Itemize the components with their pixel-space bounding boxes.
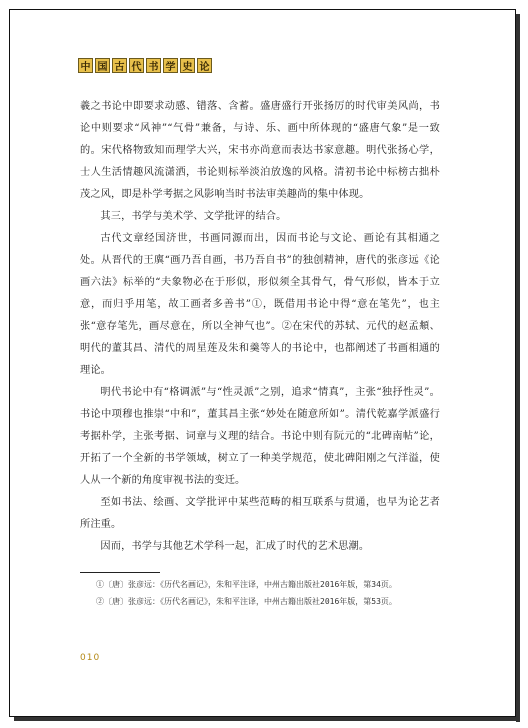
paragraph: 古代文章经国济世，书画同源而出，因而书论与文论、画论有其相通之处。从晋代的王廙“画乃吾自画，书乃吾自书”的独创精神，唐代的张彦远《论画六法》标举的“夫象物必在于形似，形似须全其骨气，骨气形似，皆本于立意，而归乎用笔，故工画者多善书”①，既借用书论中得“意在笔先”，也主张“意存笔先，画尽意在，所以全神气也”。②在宋代的苏轼、元代的赵孟頫、明代的董其昌、清代的周星莲及朱和羹等人的书论中，也都阐述了书画相通的理论。 [80, 233, 440, 376]
paragraph: 羲之书论中即要求动感、错落、含蓄。盛唐盛行开张扬厉的时代审美风尚，书论中则要求“风神”“气骨”兼备，与诗、乐、画中所体现的“盛唐气象”是一致的。宋代格物致知而理学大兴，宋书亦尚意而表达书家意趣。明代张扬心学，士人生活情趣风流潇洒，书论则标举淡泊放逸的风格。清初书论中标榜古拙朴茂之风，即是朴学考据之风影响当时书法审美趣尚的集中体现。 [80, 101, 440, 200]
footnote: ②〔唐〕张彦远：《历代名画记》，朱和平注译，中州古籍出版社2016年版，第53页。 [96, 597, 397, 606]
paragraph: 因而，书学与其他艺术学科一起，汇成了时代的艺术思潮。 [100, 541, 370, 552]
paragraph: 至如书法、绘画、文学批评中某些范畴的相互联系与贯通，也早为论艺者所注重。 [80, 497, 440, 530]
footnote: ①〔唐〕张彦远：《历代名画记》，朱和平注译，中州古籍出版社2016年版，第34页。 [96, 580, 397, 589]
page-shadow-right [516, 14, 520, 722]
series-title-char: 史 [180, 58, 195, 73]
series-title-char: 学 [163, 58, 178, 73]
paragraph: 其三，书学与美术学、文学批评的结合。 [100, 211, 287, 222]
series-title-char: 书 [146, 58, 161, 73]
series-title-char: 论 [197, 58, 212, 73]
body-text [80, 96, 440, 558]
paragraph: 明代书论中有“格调派”与“性灵派”之别，追求“情真”，主张“独抒性灵”。书论中项穆也推崇“中和”，董其昌主张“妙处在随意所如”。清代乾嘉学派盛行考据朴学，主张考据、词章与义理的结合。书论中则有阮元的“北碑南帖”论，开拓了一个全新的书学领域，树立了一种美学规范，使北碑阳刚之气洋溢，使人从一个新的角度审视书法的变迁。 [80, 387, 440, 486]
footnote-divider [80, 572, 160, 573]
series-title [78, 58, 212, 78]
footnotes [80, 578, 440, 612]
series-title-char: 代 [129, 58, 144, 73]
series-title-char: 中 [78, 58, 93, 73]
series-title-char: 国 [95, 58, 110, 73]
page-number: 010 [80, 653, 101, 663]
series-title-char: 古 [112, 58, 127, 73]
page-shadow-bottom [14, 717, 520, 721]
